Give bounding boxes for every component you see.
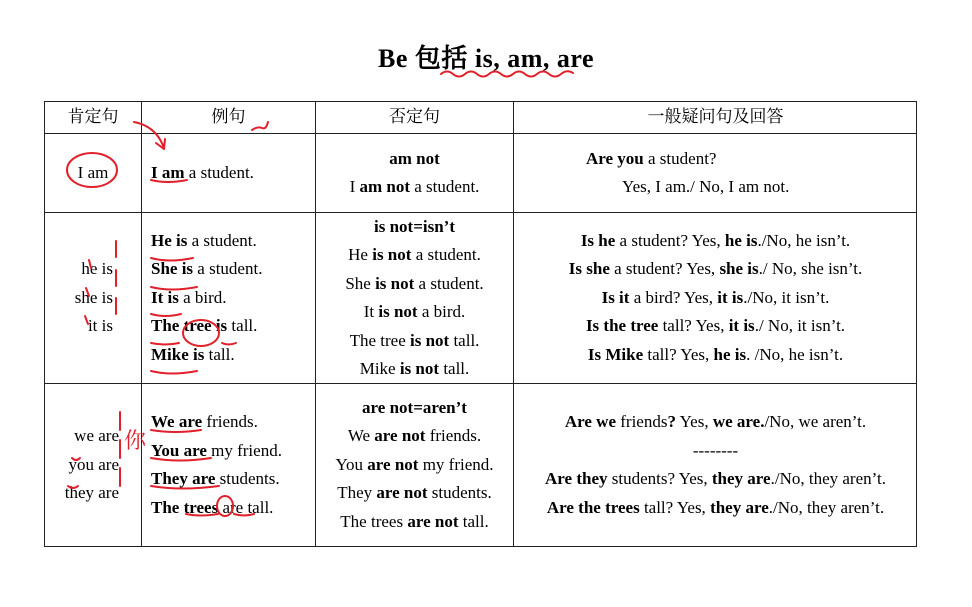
neg-sentence: The trees are not tall. [340,511,489,531]
question-line: Is she a student? Yes, she is./ No, she isn’t. [568,259,863,279]
example-sentence: The tree is tall. [151,316,258,336]
question-line: Are they students? Yes, they are./No, they aren’t. [545,469,886,488]
example-sentence: The trees are tall. [151,497,274,517]
example-sentence: He is a student. [151,230,257,250]
neg-sentence: Mike is not tall. [359,359,470,378]
header-negative: 否定句 [389,107,440,127]
question-line: Is it a bird? Yes, it is./No, it isn’t. [601,287,830,307]
answer-line: Yes, I am./ No, I am not. [622,177,790,196]
neg-sentence: You are not my friend. [335,454,494,474]
question-line: Is Mike tall? Yes, he is. /No, he isn’t. [587,344,844,364]
neg-sentence: We are not friends. [347,426,482,446]
neg-rule: am not [389,148,440,168]
row2-examples [142,213,315,383]
neg-sentence: The tree is not tall. [349,330,480,350]
neg-sentence: I am not a student. [349,177,480,196]
example-sentence: She is a student. [151,259,263,279]
neg-sentence: It is not a bird. [363,302,466,321]
example-sentence: Mike is tall. [151,344,235,364]
row3-examples [142,384,315,546]
question-line: Is the tree tall? Yes, it is./ No, it isn’t. [585,316,846,336]
neg-sentence: He is not a student. [348,245,481,264]
example-sentence: I am a student. [151,162,254,182]
neg-rule: are not=aren’t [362,397,467,417]
row3-subjects: we are you are they are [64,426,119,503]
example-sentence: They are students. [151,469,280,488]
row2-questions [514,213,917,383]
row1-negative [316,134,513,212]
row1-subject: I am [77,162,109,182]
example-sentence: You are my friend. [151,440,282,460]
question-line: Is he a student? Yes, he is./No, he isn’t. [580,230,851,250]
row3-questions [514,384,917,546]
row1-example [142,134,315,212]
neg-sentence: They are not students. [337,483,492,503]
question-line: Are we friends? Yes, we are./No, we aren’t. [564,412,867,431]
row2-subjects: he is she is it is [74,259,113,336]
be-verb-table [44,101,917,547]
neg-rule: is not=isn’t [373,216,455,236]
page-title: Be 包括 is, am, are [378,44,594,73]
header-examples: 例句 [211,107,246,127]
row2-negative [316,213,513,383]
example-sentence: It is a bird. [151,287,227,307]
example-sentence: We are friends. [151,412,258,431]
neg-sentence: She is not a student. [345,273,484,293]
row3-negative [316,384,513,546]
handwritten-note: 你 [124,429,147,454]
question-line: Are you a student? [586,148,717,168]
separator-line: -------- [692,440,739,460]
header-question: 一般疑问句及回答 [647,107,784,127]
header-affirmative: 肯定句 [67,107,119,127]
question-line: Are the trees tall? Yes, they are./No, they aren’t. [546,497,885,517]
row1-question [514,134,917,212]
